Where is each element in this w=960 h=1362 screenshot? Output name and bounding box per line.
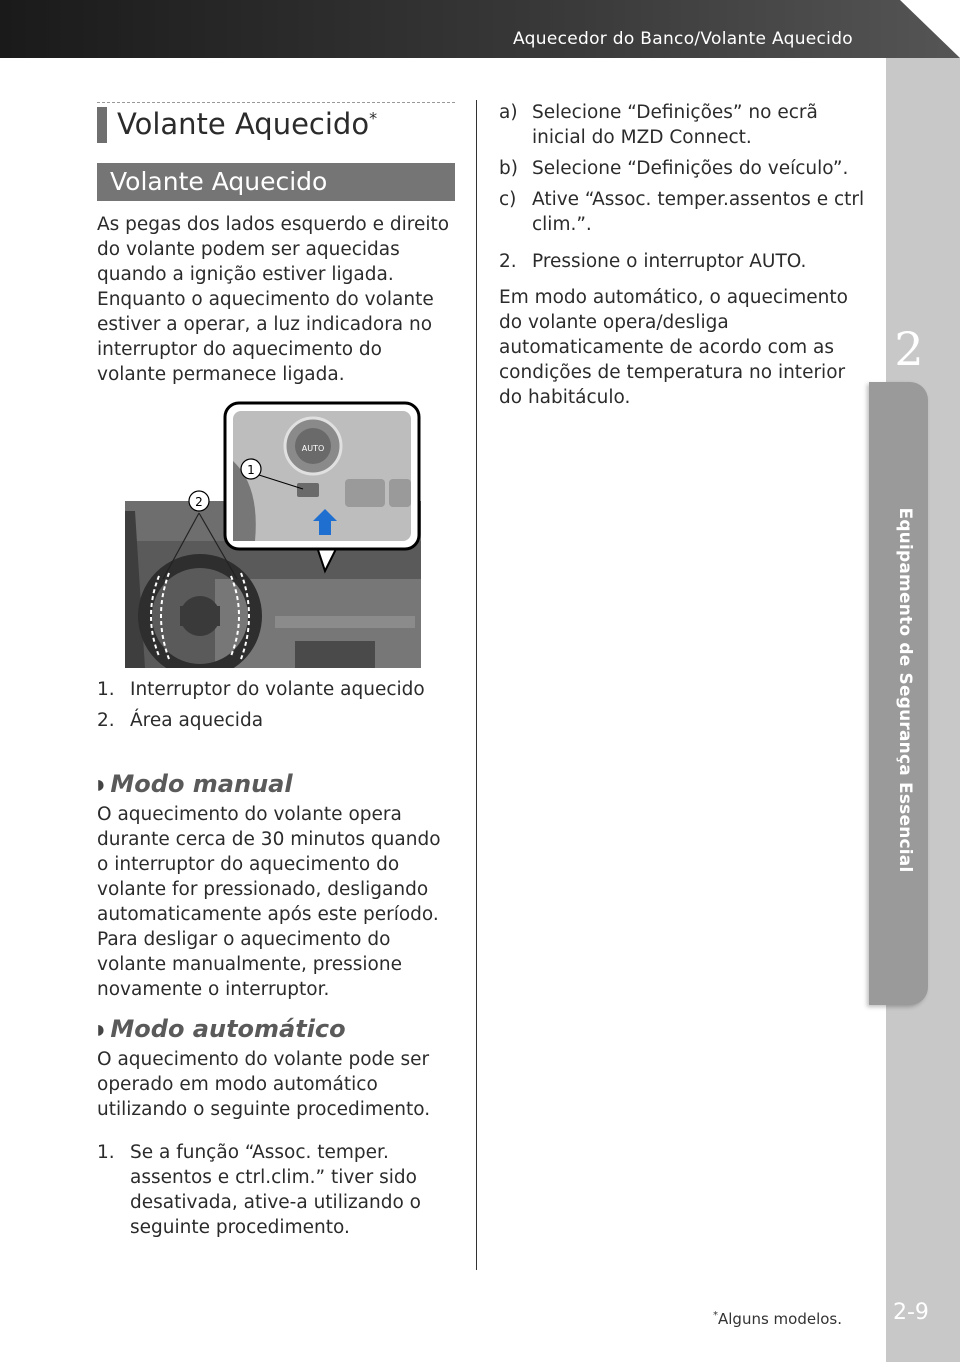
auto-mode-heading — [97, 1014, 455, 1045]
footnote — [713, 1310, 842, 1328]
chapter-tab-label: Equipamento de Segurança Essencial — [895, 507, 915, 873]
legend-num: 1. — [97, 679, 115, 700]
step-num: 1. — [97, 1142, 115, 1163]
footnote-text: Alguns modelos. — [718, 1310, 843, 1328]
callout-2: 2 — [195, 495, 203, 509]
manual-mode-text: O aquecimento do volante opera durante cerca de 30 minutos quando o interruptor do aquecimento do volante for pressionado, desligando automaticamente após este período. Para desligar o aquecimento do volante manualmente, pressione novamente o interruptor. — [97, 804, 441, 1000]
section-title-text: Volante Aquecido — [117, 107, 370, 141]
step-num: 2. — [499, 251, 517, 272]
manual-mode-title: Modo manual — [110, 770, 293, 798]
substep-text: Ative “Assoc. temper.assentos e ctrl clim.”. — [532, 189, 865, 235]
bullet-icon: ◗ — [97, 1022, 105, 1038]
section-title — [117, 107, 377, 141]
subsection-title: Volante Aquecido — [97, 163, 455, 201]
substep-list — [499, 100, 869, 237]
step-text: Se a função “Assoc. temper. assentos e ctrl.clim.” tiver sido desativada, ative-a utilizando o seguinte procedimento. — [130, 1142, 422, 1238]
right-column — [499, 100, 869, 410]
page-number: 2-9 — [893, 1300, 929, 1325]
auto-mode-title: Modo automático — [110, 1015, 346, 1043]
callout-1: 1 — [247, 463, 255, 477]
auto-mode-text: O aquecimento do volante pode ser operado em modo automático utilizando o seguinte procedimento. — [97, 1049, 431, 1120]
footnote-mark: * — [713, 1310, 718, 1321]
section-heading — [97, 102, 455, 149]
substep-letter: b) — [499, 158, 518, 179]
chapter-number: 2 — [894, 322, 924, 376]
auto-button-label: AUTO — [301, 444, 325, 453]
substep — [499, 187, 869, 237]
legend-item — [97, 708, 455, 733]
procedure-list-cont — [499, 249, 869, 274]
dashboard-illustration — [125, 401, 421, 668]
header-title: Aquecedor do Banco/Volante Aquecido — [513, 29, 853, 49]
substep-text: Selecione “Definições” no ecrã inicial do MZD Connect. — [532, 102, 818, 148]
section-title-mark: * — [369, 108, 378, 128]
bullet-icon: ◗ — [97, 777, 105, 793]
auto-mode-note: Em modo automático, o aquecimento do volante opera/desliga automaticamente de acordo com as condições de temperatura no interior do habitáculo. — [499, 287, 848, 408]
procedure-step — [97, 1140, 455, 1240]
manual-mode-heading — [97, 769, 455, 800]
heading-bar — [97, 107, 107, 143]
procedure-step — [499, 249, 869, 274]
substep-text: Selecione “Definições do veículo”. — [532, 158, 849, 179]
substep — [499, 156, 869, 181]
intro-paragraph: As pegas dos lados esquerdo e direito do volante podem ser aquecidas quando a ignição estiver ligada. Enquanto o aquecimento do volante estiver a operar, a luz indicadora no interruptor do aquecimento do volante permanece ligada. — [97, 214, 450, 385]
procedure-list — [97, 1140, 455, 1240]
legend-item — [97, 677, 455, 702]
legend-num: 2. — [97, 710, 115, 731]
legend-text: Interruptor do volante aquecido — [130, 679, 425, 700]
steering-wheel-figure — [125, 401, 421, 668]
substep-letter: a) — [499, 102, 518, 123]
step-text: Pressione o interruptor AUTO. — [532, 251, 807, 272]
substep-letter: c) — [499, 189, 517, 210]
legend-text: Área aquecida — [130, 710, 264, 731]
column-divider — [476, 100, 477, 1270]
substep — [499, 100, 869, 150]
figure-legend — [97, 677, 455, 733]
left-column — [97, 100, 455, 1246]
header-corner-cut — [900, 0, 960, 58]
